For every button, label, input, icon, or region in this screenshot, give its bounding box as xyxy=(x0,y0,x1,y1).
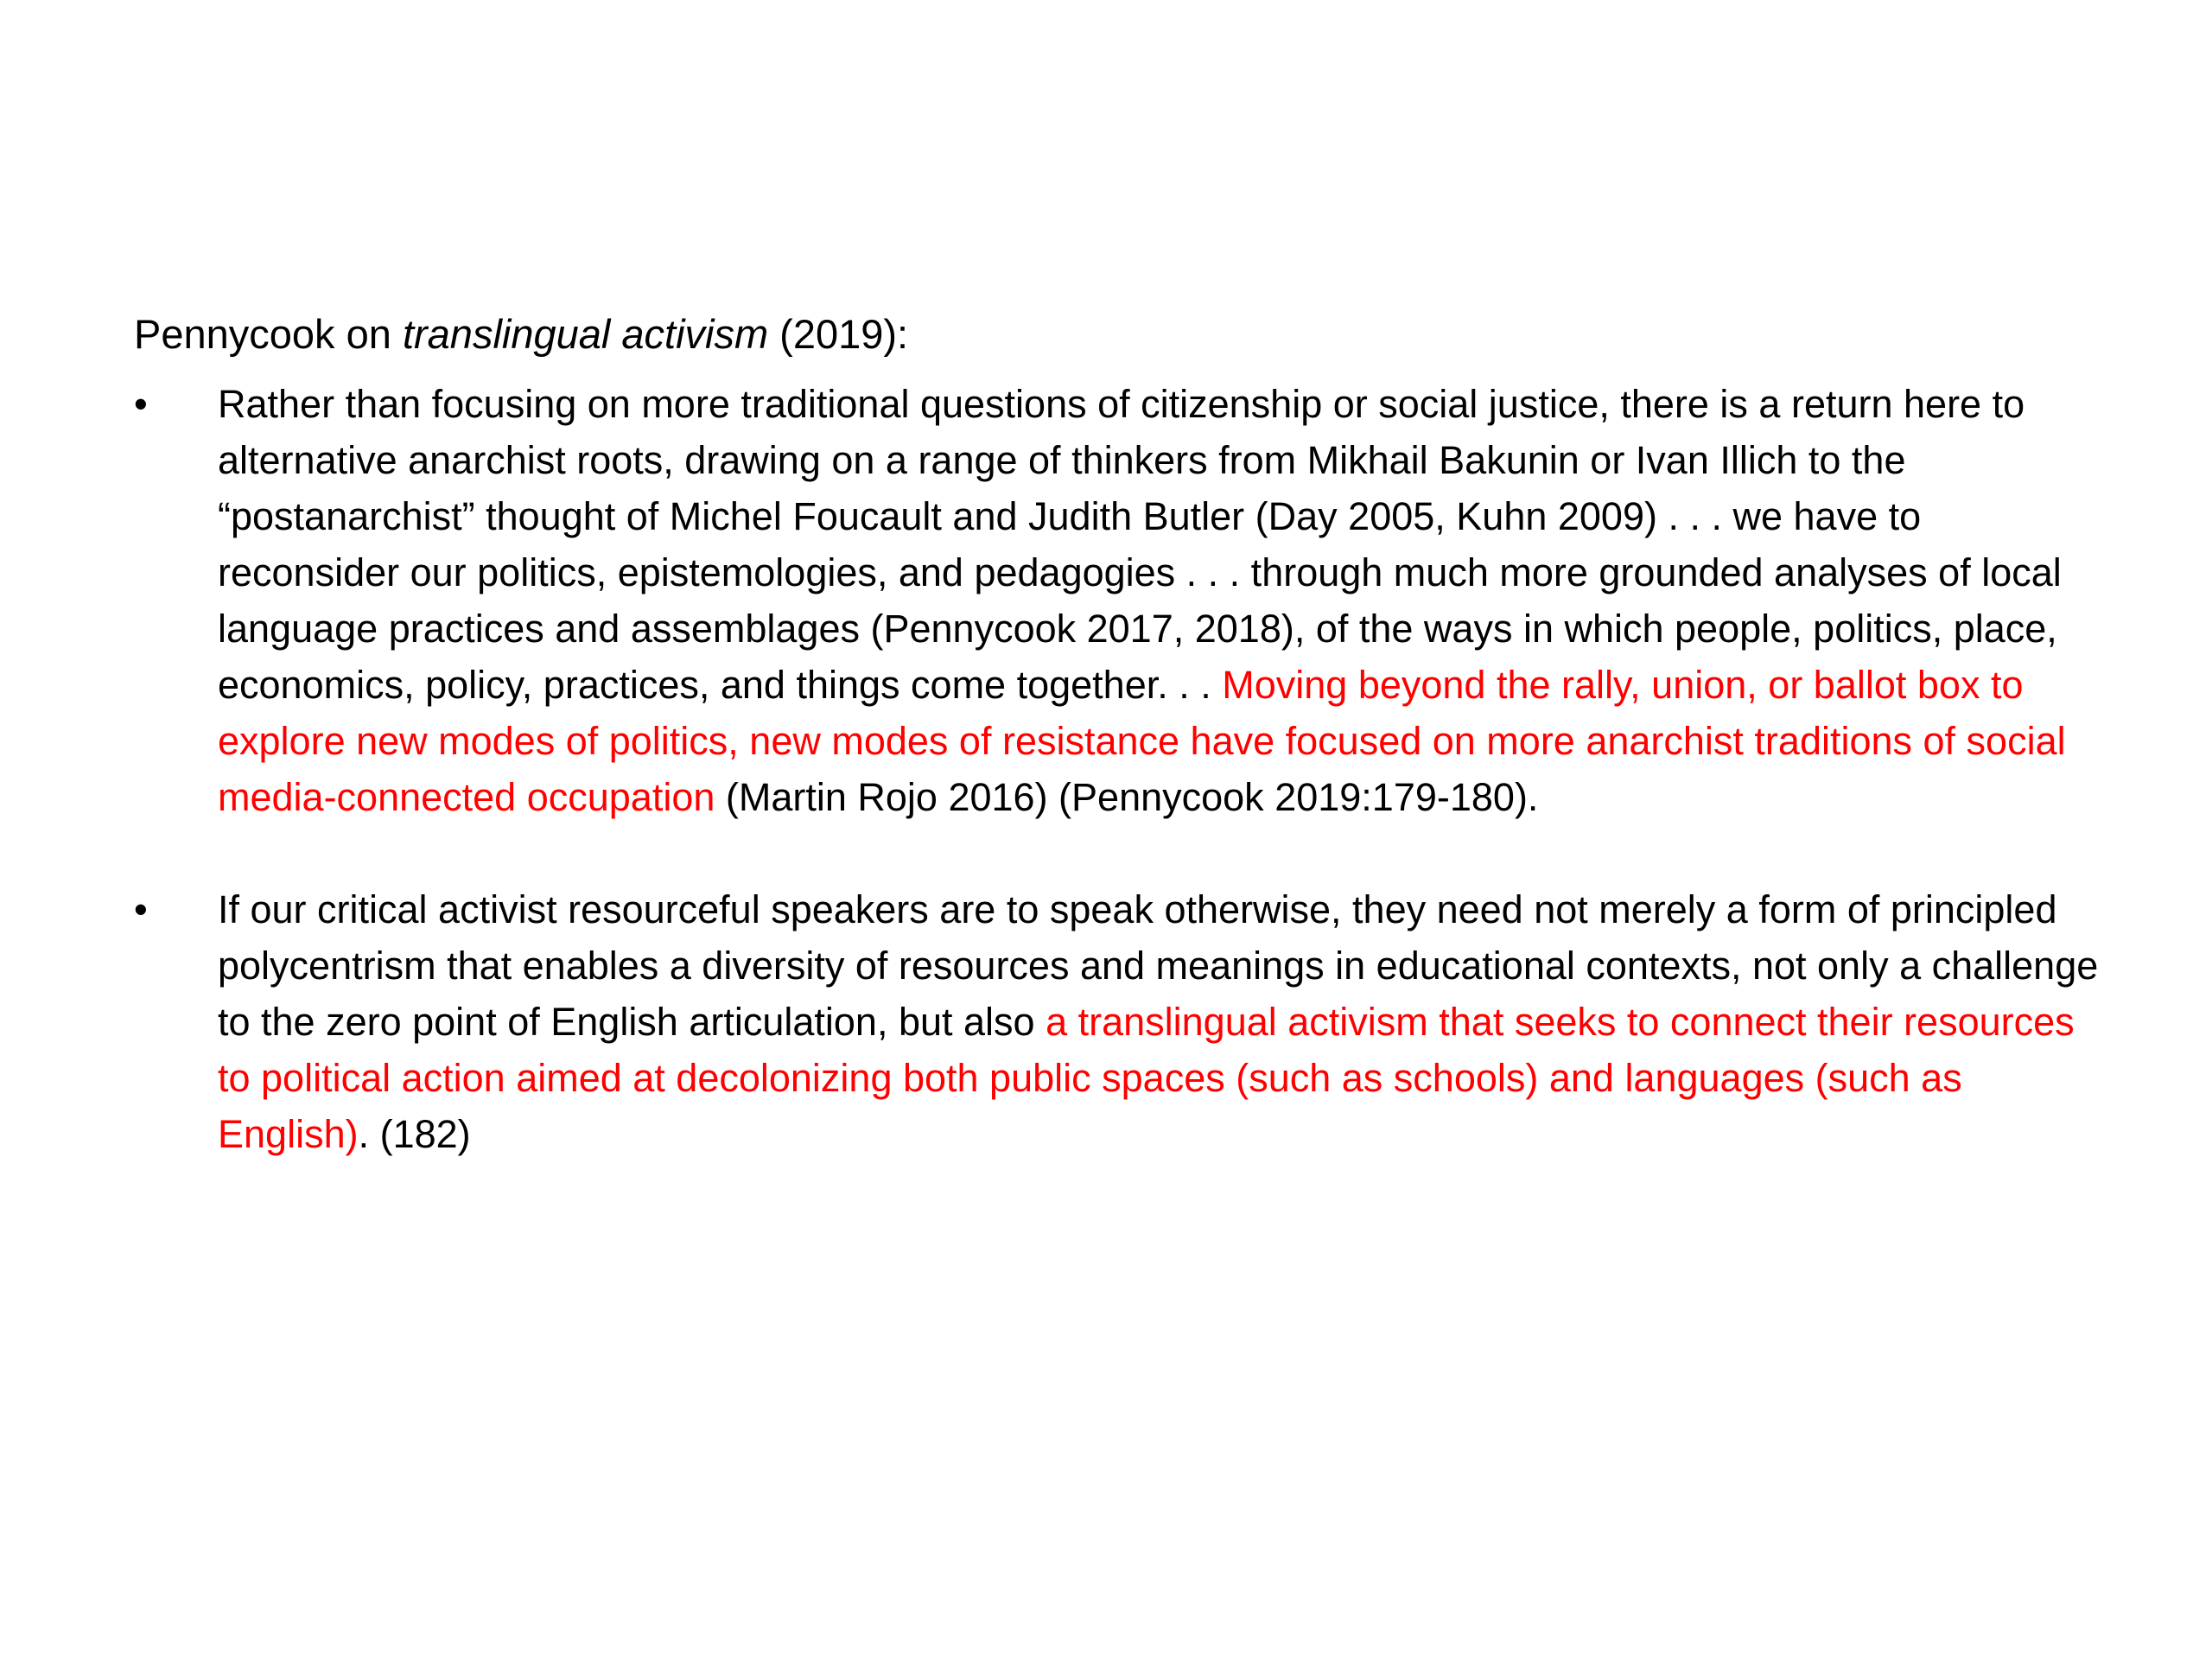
bullet-item-2 xyxy=(134,881,2113,1162)
bullet-marker-2: • xyxy=(134,887,148,931)
heading-italic-term: translingual activism xyxy=(402,311,769,357)
heading-prefix: Pennycook on xyxy=(134,311,403,357)
bullet-1-text-part-2: (Martin Rojo 2016) (Pennycook 2019:179-180). xyxy=(715,775,1539,819)
bullet-1-highlighted-text: Moving beyond the rally, union, or ballot box to explore new modes of politics, new modes of resistance have focused on more anarchist traditions of social media-connected occupation xyxy=(218,663,2066,819)
heading-suffix: (2019): xyxy=(768,311,909,357)
bullet-2-highlighted-text: a translingual activism that seeks to connect their resources to political action aimed at decolonizing both public spaces (such as schools) and languages (such as English) xyxy=(218,1000,2075,1156)
quote-bullet-list xyxy=(134,376,2113,1162)
bullet-1-text-part-1: Rather than focusing on more traditional questions of citizenship or social justice, there is a return here to alternative anarchist roots, drawing on a range of thinkers from Mikhail Bakunin or Ivan Illich to the “postanarchist” thought of Michel Foucault and Judith Butler (Day 2005, Kuhn 2009) . . . we have to reconsider our politics, epistemologies, and pedagogies . . . through much more grounded analyses of local language practices and assemblages (Pennycook 2017, 2018), of the ways in which people, politics, place, economics, policy, practices, and things come together. . . xyxy=(218,382,2062,707)
bullet-marker-1: • xyxy=(134,382,148,426)
slide-heading xyxy=(134,307,908,362)
bullet-2-text-part-1: If our critical activist resourceful speakers are to speak otherwise, they need not merely a form of principled polycentrism that enables a diversity of resources and meanings in educational contexts, not only a challenge to the zero point of English articulation, but also xyxy=(218,887,2099,1044)
bullet-item-1 xyxy=(134,376,2113,825)
bullet-2-text-part-2: . (182) xyxy=(358,1112,471,1156)
